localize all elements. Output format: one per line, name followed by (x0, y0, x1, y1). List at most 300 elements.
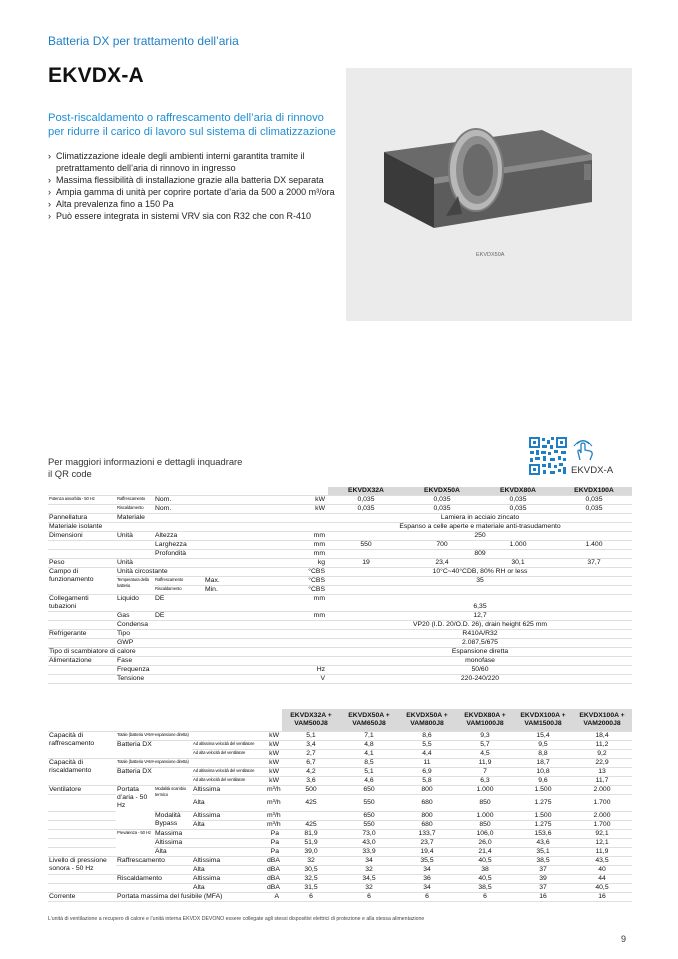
cell: 38,5 (456, 883, 514, 892)
row-label: Materiale isolante (48, 523, 154, 532)
row-sublabel: Tipo (116, 630, 154, 639)
table-row (48, 559, 632, 568)
row-sublabel: Riscaldamento (116, 874, 192, 883)
table-row (48, 666, 632, 675)
cell: 9,3 (456, 731, 514, 740)
cell: 30,1 (480, 559, 556, 568)
cell: 4,8 (340, 740, 398, 749)
cell: 38,5 (514, 856, 572, 865)
cell: 73,0 (340, 829, 398, 838)
cell: 550 (328, 541, 404, 550)
row-label: Potenza assorbita - 50 Hz (48, 496, 116, 505)
cell: 11,9 (456, 758, 514, 767)
row-sublabel: Modalità scambio termico (154, 785, 192, 811)
row-sublabel: Portata massima del fusibile (MFA) (116, 892, 266, 901)
cell: R410A/R32 (328, 630, 632, 639)
row-sublabel: Larghezza (154, 541, 204, 550)
cell: 133,7 (398, 829, 456, 838)
cell: 1.000 (480, 541, 556, 550)
spec-table-combination (48, 709, 632, 902)
cell: 35 (328, 577, 632, 586)
unit: mm (282, 595, 328, 612)
cell: 850 (456, 820, 514, 829)
row-sublabel: GWP (116, 639, 154, 648)
row-sublabel: Altissima (192, 856, 266, 865)
cell: 9,5 (514, 740, 572, 749)
row-sublabel: Frequenza (116, 666, 154, 675)
cell: 5,1 (282, 731, 340, 740)
model-header: EKVDX50A + VAM650J8 (340, 709, 398, 731)
cell: 850 (456, 794, 514, 811)
cell: 37 (514, 865, 572, 874)
cell: 650 (340, 811, 398, 820)
cell: 11,9 (572, 847, 632, 856)
row-label: Collegamenti tubazioni (48, 595, 116, 612)
image-caption: EKVDX50A (476, 252, 505, 258)
cell: 1.000 (456, 785, 514, 794)
table-row (48, 892, 632, 901)
cell: 5,1 (340, 767, 398, 776)
cell: 32 (340, 883, 398, 892)
cell: 40,5 (456, 874, 514, 883)
unit: dBA (266, 874, 282, 883)
cell: 800 (398, 785, 456, 794)
unit: dBA (266, 865, 282, 874)
cell: 425 (282, 820, 340, 829)
row-sublabel: Unità circostante (116, 568, 204, 577)
cell: 12,7 (328, 612, 632, 621)
table-row (48, 505, 632, 514)
cell: 16 (572, 892, 632, 901)
cell: 8,6 (398, 731, 456, 740)
cell: VP20 (I.D. 20/O.D. 26), drain height 625 mm (328, 621, 632, 630)
unit: V (282, 675, 328, 684)
row-sublabel: DE (154, 612, 204, 621)
row-sublabel: Altissima (154, 838, 266, 847)
cell: 37 (514, 883, 572, 892)
model-header: EKVDX32A (328, 487, 404, 496)
cell: 11,7 (572, 776, 632, 785)
cell: 23,7 (398, 838, 456, 847)
cell: 34 (398, 883, 456, 892)
cell: 34 (340, 856, 398, 865)
model-header: EKVDX100A + VAM1500J8 (514, 709, 572, 731)
cell: 425 (282, 794, 340, 811)
cell: 0,035 (556, 496, 632, 505)
cell (282, 811, 340, 820)
unit: kW (282, 496, 328, 505)
table-row (48, 709, 632, 731)
cell: 1.500 (514, 811, 572, 820)
row-sublabel: Altissima (192, 785, 266, 794)
cell: 0,035 (328, 496, 404, 505)
row-label: Ventilatore (48, 785, 116, 794)
table-row (48, 612, 632, 621)
cell: 220-240/220 (328, 675, 632, 684)
bypass-label: Bypass (155, 819, 178, 827)
unit: dBA (266, 856, 282, 865)
model-header: EKVDX80A (480, 487, 556, 496)
unit: A (266, 892, 282, 901)
product-image (346, 68, 632, 321)
row-sublabel: Max. (204, 577, 282, 586)
row-sublabel: DE (154, 595, 204, 612)
feature-item: › Alta prevalenza fino a 150 Pa (48, 198, 338, 210)
row-sublabel: Alta (192, 794, 266, 811)
unit: Hz (282, 666, 328, 675)
row-sublabel: Prevalenza - 50 Hz (116, 829, 154, 856)
unit: kW (266, 740, 282, 749)
table-row (48, 487, 632, 496)
cell: 44 (572, 874, 632, 883)
cell: 10°C~40°CDB, 80% RH or less (328, 568, 632, 577)
cell: 8,5 (340, 758, 398, 767)
row-sublabel: Batteria DX (116, 740, 192, 758)
row-sublabel: Batteria DX (116, 767, 192, 785)
feature-item: › Climatizzazione ideale degli ambienti interni garantita tramite il pretrattamento dell’aria di rinnovo in ingresso (48, 150, 338, 174)
row-sublabel: Raffrescamento (116, 496, 154, 505)
unit: kW (282, 505, 328, 514)
cell: 32,5 (282, 874, 340, 883)
cell: 38 (456, 865, 514, 874)
row-sublabel: Massima (154, 829, 266, 838)
row-sublabel: Ad altissima velocità del ventilatore (192, 767, 266, 776)
cell: 39,0 (282, 847, 340, 856)
cell: 13 (572, 767, 632, 776)
cell: 3,6 (282, 776, 340, 785)
cell: 92,1 (572, 829, 632, 838)
feature-item: › Massima flessibilità di installazione grazie alla batteria DX separata (48, 174, 338, 186)
table-row (48, 657, 632, 666)
row-sublabel: Temperatura della batteria (116, 577, 154, 595)
cell: 800 (398, 811, 456, 820)
cell: 40,5 (572, 883, 632, 892)
cell: 16 (514, 892, 572, 901)
cell: 11,2 (572, 740, 632, 749)
cell: 32 (340, 865, 398, 874)
row-sublabel: Nom. (154, 496, 204, 505)
cell: 1.275 (514, 820, 572, 829)
cell: 18,7 (514, 758, 572, 767)
row-sublabel: Alta (154, 847, 266, 856)
cell: 8,8 (514, 749, 572, 758)
cell: 6 (456, 892, 514, 901)
unit: dBA (266, 883, 282, 892)
cell: 0,035 (556, 505, 632, 514)
row-sublabel: Raffrescamento (116, 856, 192, 865)
cell: 2.087,5/675 (328, 639, 632, 648)
cell: 250 (328, 532, 632, 541)
table-row (48, 577, 632, 586)
qr-intro-text: Per maggiori informazioni e dettagli inquadrare il QR code (48, 456, 243, 479)
row-label: Livello di pressione sonora - 50 Hz (48, 856, 116, 874)
model-header: EKVDX80A + VAM1000J8 (456, 709, 514, 731)
row-label: Capacità di riscaldamento (48, 758, 116, 785)
unit: kW (266, 731, 282, 740)
cell: 700 (404, 541, 480, 550)
product-title: EKVDX-A (48, 64, 144, 87)
table-row (48, 550, 632, 559)
row-label: Pannellatura (48, 514, 116, 523)
table-row (48, 541, 632, 550)
cell: 6 (282, 892, 340, 901)
cell: 6 (340, 892, 398, 901)
row-sublabel: Ad alta velocità del ventilatore (192, 776, 266, 785)
cell: 1.000 (456, 811, 514, 820)
cell: 26,0 (456, 838, 514, 847)
cell: 39 (514, 874, 572, 883)
table-row (48, 758, 632, 767)
row-sublabel: Alta (192, 865, 266, 874)
cell: 6,9 (398, 767, 456, 776)
row-sublabel: Unità (116, 532, 154, 541)
spec-table-standalone (48, 487, 632, 684)
section-title: Batteria DX per trattamento dell’aria (48, 34, 239, 48)
table-row (48, 731, 632, 740)
cell: 1.275 (514, 794, 572, 811)
cell: 43,6 (514, 838, 572, 847)
unit: mm (282, 532, 328, 541)
cell: 33,9 (340, 847, 398, 856)
page-number: 9 (621, 934, 627, 944)
row-label: Dimensioni (48, 532, 116, 541)
cell: 12,1 (572, 838, 632, 847)
row-sublabel: Ad altissima velocità del ventilatore (192, 740, 266, 749)
table-row (48, 514, 632, 523)
cell: 2.000 (572, 785, 632, 794)
table-row (48, 865, 632, 874)
cell: 4,1 (340, 749, 398, 758)
model-header: EKVDX50A (404, 487, 480, 496)
cell: 34,5 (340, 874, 398, 883)
cell: Espanso a celle aperte e materiale anti-trasudamento (328, 523, 632, 532)
row-label: Alimentazione (48, 657, 116, 666)
cell: 1.400 (556, 541, 632, 550)
cell: 15,4 (514, 731, 572, 740)
table-row (48, 523, 632, 532)
cell: 4,5 (456, 749, 514, 758)
cell: 1.500 (514, 785, 572, 794)
table-row (48, 639, 632, 648)
cell: 6,35 (328, 595, 632, 612)
unit: m³/h (267, 811, 281, 819)
cell: 35,1 (514, 847, 572, 856)
cell: 3,4 (282, 740, 340, 749)
cell: 6,7 (282, 758, 340, 767)
row-sublabel: Liquido (116, 595, 154, 612)
row-label: Campo di funzionamento (48, 568, 116, 595)
cell: 19 (328, 559, 404, 568)
cell: 43,5 (572, 856, 632, 865)
cell: 153,6 (514, 829, 572, 838)
row-sublabel: Materiale (116, 514, 204, 523)
table-row (48, 767, 632, 776)
cell: 6 (398, 892, 456, 901)
row-label: Corrente (48, 892, 116, 901)
table-row (48, 621, 632, 630)
cell: 50/60 (328, 666, 632, 675)
unit: Pa (266, 829, 282, 838)
table-row (48, 829, 632, 838)
table-row (48, 883, 632, 892)
qr-label: EKVDX-A (571, 465, 614, 476)
cell: 7,1 (340, 731, 398, 740)
cell: 2,7 (282, 749, 340, 758)
table-row (48, 856, 632, 865)
row-sublabel (154, 811, 192, 829)
cell: 30,5 (282, 865, 340, 874)
cell: 43,0 (340, 838, 398, 847)
table-row (48, 496, 632, 505)
row-sublabel: Gas (116, 612, 154, 621)
cell: 5,7 (456, 740, 514, 749)
unit: Pa (266, 847, 282, 856)
cell: monofase (328, 657, 632, 666)
cell: 1.700 (572, 794, 632, 811)
cell: 4,6 (340, 776, 398, 785)
cell: 550 (340, 820, 398, 829)
cell: 0,035 (404, 496, 480, 505)
row-sublabel: Riscaldamento (154, 586, 204, 595)
mode-label: Modalità (155, 811, 181, 819)
cell: 9,2 (572, 749, 632, 758)
cell: 7 (456, 767, 514, 776)
cell: 550 (340, 794, 398, 811)
unit: m³/h (267, 785, 281, 793)
table-row (48, 785, 632, 794)
cell: 0,035 (480, 496, 556, 505)
model-header: EKVDX32A + VAM500J8 (282, 709, 340, 731)
cell: 9,6 (514, 776, 572, 785)
table-row (48, 630, 632, 639)
unit: °CBS (282, 568, 328, 577)
unit: kg (282, 559, 328, 568)
product-subtitle: Post-riscaldamento o raffrescamento dell’aria di rinnovo per ridurre il carico di lavoro sul sistema di climatizzazione (48, 112, 336, 138)
cell: 680 (398, 794, 456, 811)
cell: 37,7 (556, 559, 632, 568)
unit: kW (266, 776, 282, 785)
cell: 4,2 (282, 767, 340, 776)
row-label: Refrigerante (48, 630, 116, 639)
unit: m³/h (266, 794, 282, 811)
feature-item: › Ampia gamma di unità per coprire portate d’aria da 500 a 2000 m³/ora (48, 186, 338, 198)
cell: 106,0 (456, 829, 514, 838)
row-sublabel: Totale (batteria VAM+espansione diretta) (116, 758, 266, 767)
cell: 23,4 (404, 559, 480, 568)
cell: 2.000 (572, 811, 632, 820)
cell: 1.700 (572, 820, 632, 829)
cell: 10,8 (514, 767, 572, 776)
table-row (48, 675, 632, 684)
row-sublabel: Ad alta velocità del ventilatore (192, 749, 266, 758)
cell: Lamiera in acciaio zincato (328, 514, 632, 523)
cell: 5,5 (398, 740, 456, 749)
row-sublabel: Alta (192, 883, 266, 892)
table-row (48, 648, 632, 657)
row-sublabel: Altissima (192, 811, 266, 820)
cell: 40 (572, 865, 632, 874)
row-sublabel: Altissima (192, 874, 266, 883)
cell: 40,5 (456, 856, 514, 865)
row-label: Capacità di raffrescamento (48, 731, 116, 758)
row-label: Tipo di scambiatore di calore (48, 648, 204, 657)
row-sublabel: Condensa (116, 621, 204, 630)
row-sublabel: Riscaldamento (116, 505, 154, 514)
cell: 51,9 (282, 838, 340, 847)
cell: 5,8 (398, 776, 456, 785)
model-header: EKVDX50A + VAM800J8 (398, 709, 456, 731)
table-row (48, 740, 632, 749)
cell: 4,4 (398, 749, 456, 758)
table-row (48, 595, 632, 612)
unit: kW (266, 767, 282, 776)
unit: mm (282, 550, 328, 559)
row-sublabel: Tensione (116, 675, 154, 684)
row-sublabel: Min. (204, 586, 282, 595)
row-sublabel: Unità (116, 559, 154, 568)
row-sublabel: Alta (192, 820, 266, 829)
unit: °CBS (282, 577, 328, 586)
cell: 35,5 (398, 856, 456, 865)
row-sublabel: Profondità (154, 550, 204, 559)
row-label: Peso (48, 559, 116, 568)
row-sublabel: Portata d’aria - 50 Hz (116, 785, 154, 829)
cell: 11 (398, 758, 456, 767)
unit: kW (266, 758, 282, 767)
cell: 500 (282, 785, 340, 794)
unit: mm (282, 612, 328, 621)
cell: 650 (340, 785, 398, 794)
product-image-panel (346, 68, 632, 321)
cell: 22,9 (572, 758, 632, 767)
table-row (48, 532, 632, 541)
cell: 32 (282, 856, 340, 865)
cell: 81,9 (282, 829, 340, 838)
table-row (48, 874, 632, 883)
row-sublabel: Raffrescamento (154, 577, 204, 586)
feature-list (48, 150, 338, 222)
unit: °CBS (282, 586, 328, 595)
row-sublabel: Altezza (154, 532, 204, 541)
cell: Espansione diretta (328, 648, 632, 657)
footnote: L’unità di ventilazione a recupero di calore e l’unità interna EKVDX DEVONO essere collegate agli stessi dispositivi elettrici di protezione e alla stessa alimentazione (48, 916, 425, 922)
cell: 809 (328, 550, 632, 559)
row-sublabel: Nom. (154, 505, 204, 514)
cell: 0,035 (404, 505, 480, 514)
cell: 18,4 (572, 731, 632, 740)
cell: 19,4 (398, 847, 456, 856)
cell: 21,4 (456, 847, 514, 856)
cell: 31,5 (282, 883, 340, 892)
unit: mm (282, 541, 328, 550)
unit: m³/h (267, 820, 281, 828)
unit: kW (266, 749, 282, 758)
cell: 34 (398, 865, 456, 874)
table-row (48, 568, 632, 577)
model-header: EKVDX100A + VAM2000J8 (572, 709, 632, 731)
cell: 6,3 (456, 776, 514, 785)
feature-item: › Può essere integrata in sistemi VRV sia con R32 che con R-410 (48, 210, 338, 222)
cell: 0,035 (480, 505, 556, 514)
unit: Pa (266, 838, 282, 847)
cell: 680 (398, 820, 456, 829)
row-sublabel: Fase (116, 657, 154, 666)
qr-code[interactable] (528, 436, 568, 476)
row-sublabel: Totale (batteria VAM+espansione diretta) (116, 731, 266, 740)
cell: 36 (398, 874, 456, 883)
model-header: EKVDX100A (556, 487, 632, 496)
tap-hand-icon (572, 440, 598, 462)
